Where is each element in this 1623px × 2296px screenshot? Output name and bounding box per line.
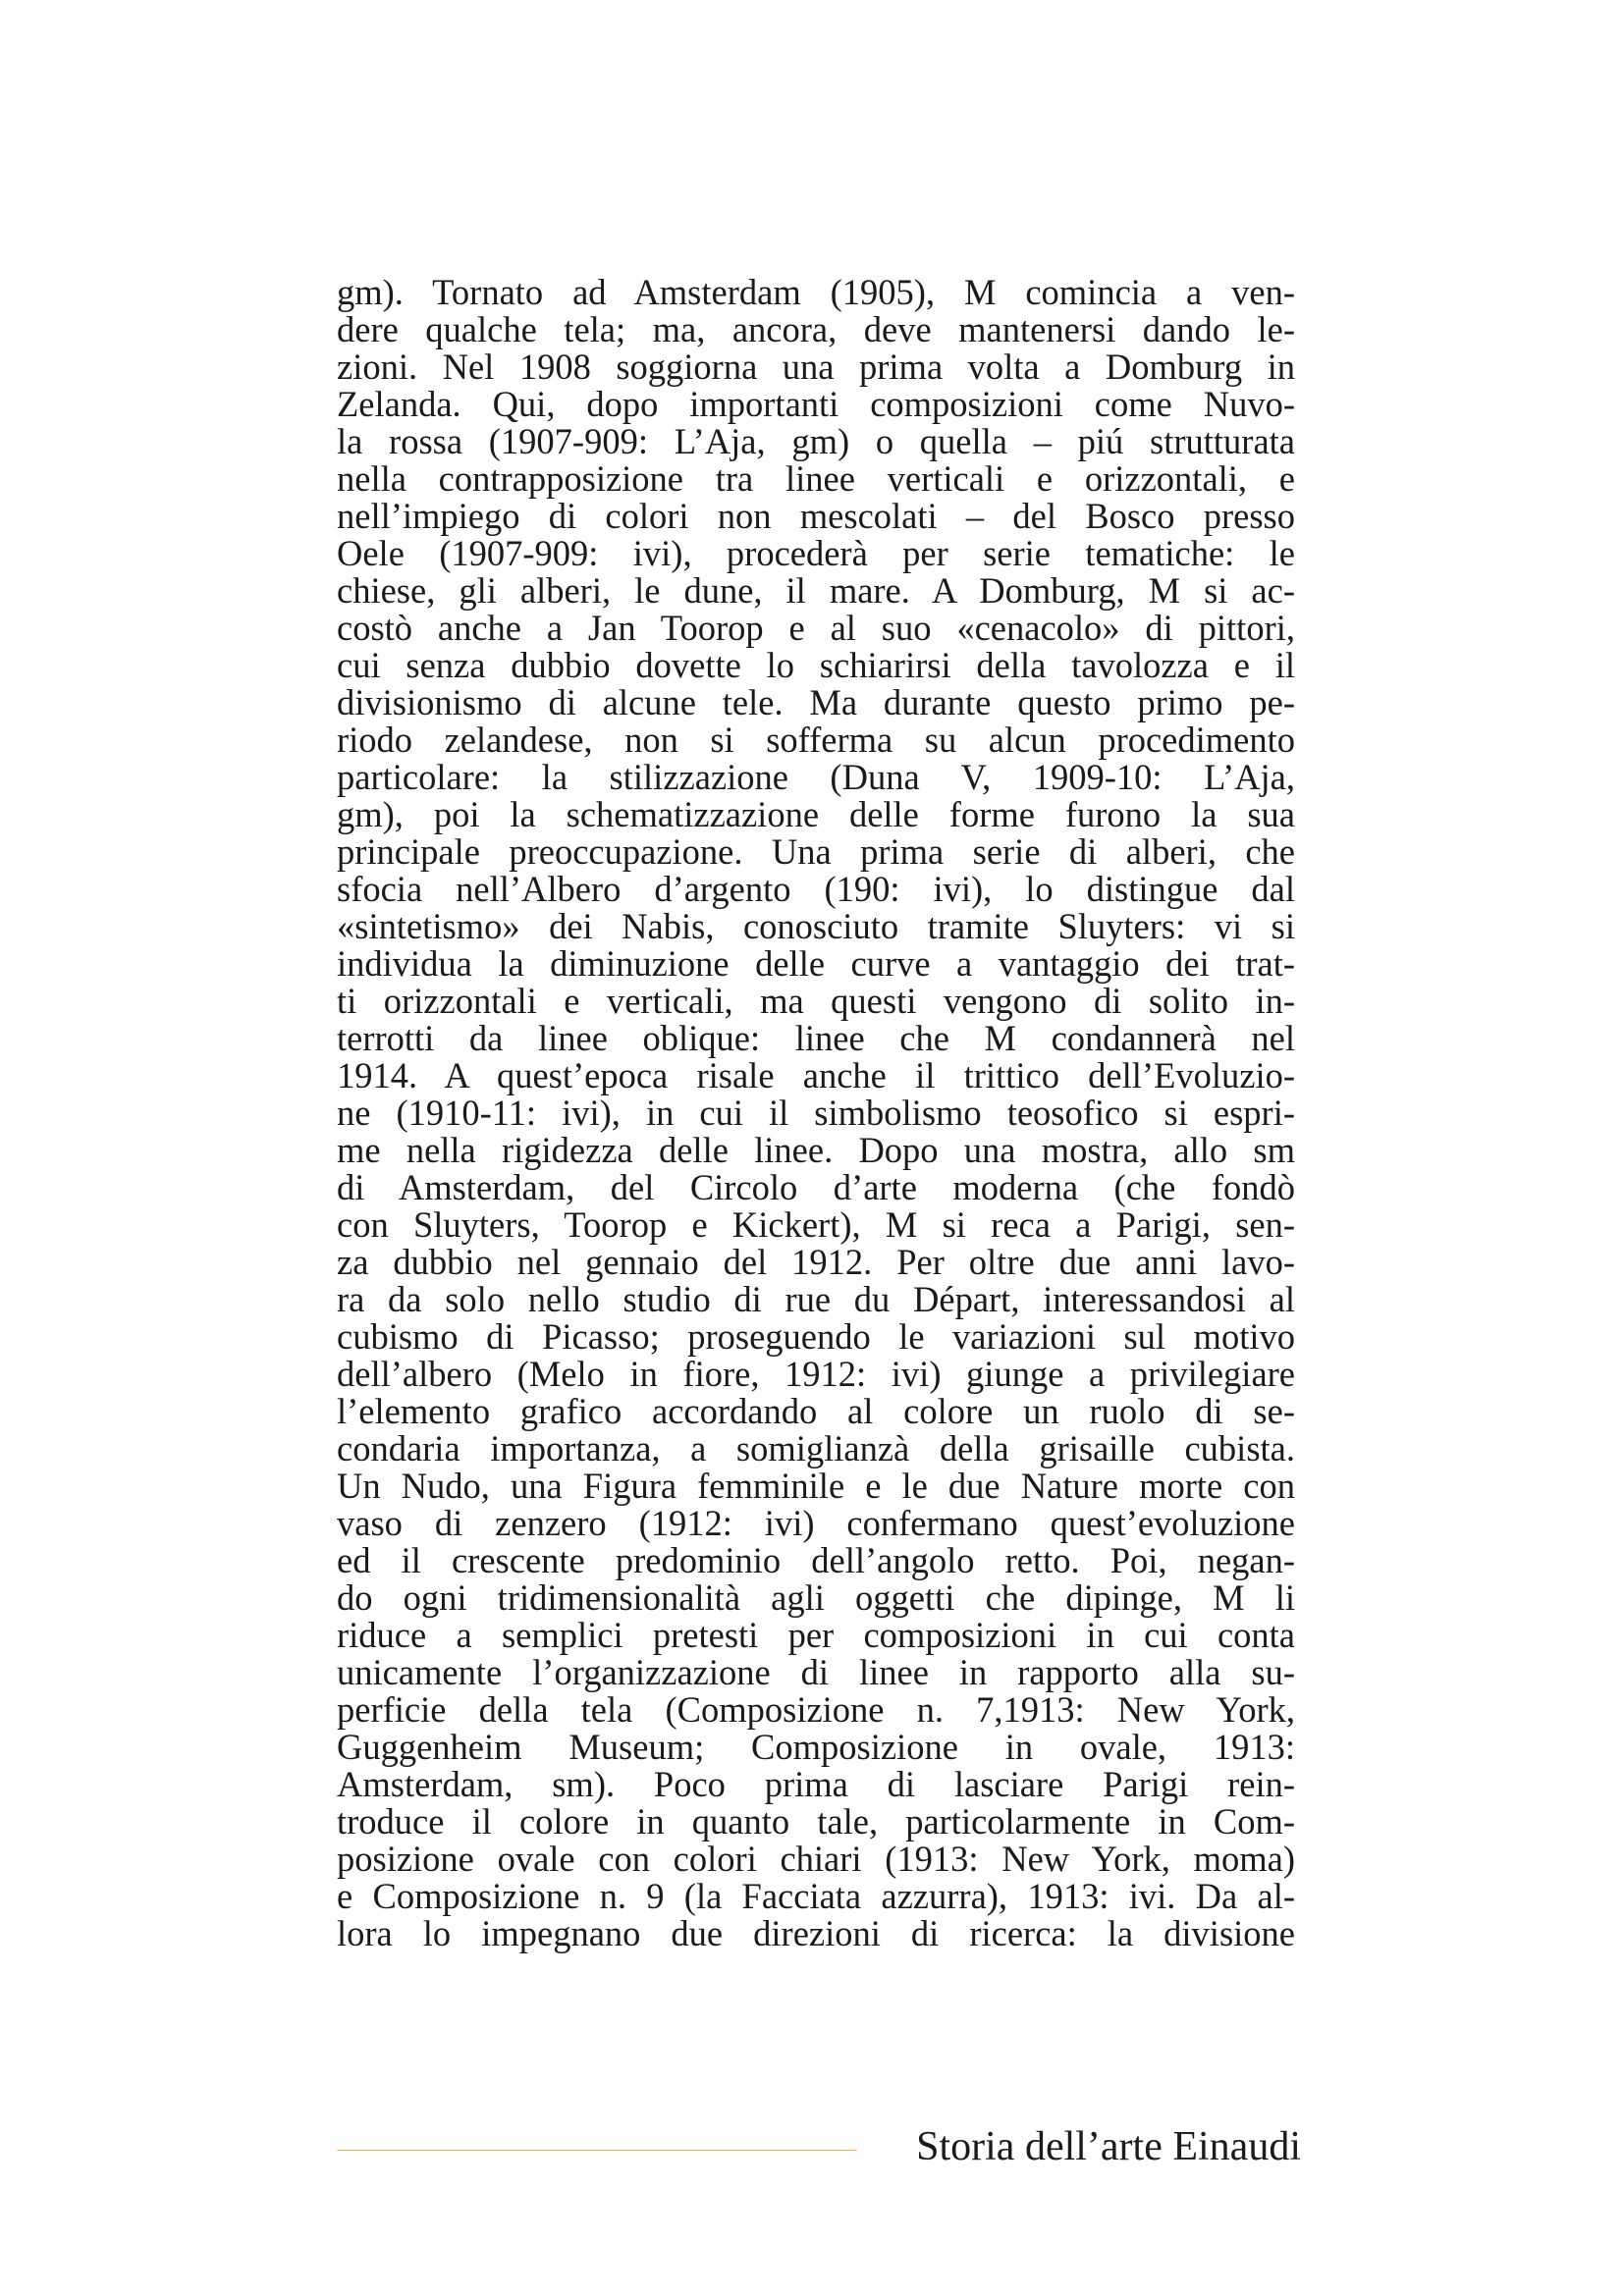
text-line: ed il crescente predominio dell’angolo retto. Poi, negan- bbox=[337, 1540, 1295, 1580]
text-line: l’elemento grafico accordando al colore un ruolo di se- bbox=[337, 1391, 1295, 1431]
text-line: e Composizione n. 9 (la Facciata azzurra), 1913: ivi. Da al- bbox=[337, 1876, 1295, 1916]
text-line: Amsterdam, sm). Poco prima di lasciare Parigi rein- bbox=[337, 1764, 1295, 1804]
text-line: Zelanda. Qui, dopo importanti composizioni come Nuvo- bbox=[337, 384, 1295, 424]
text-line: riodo zelandese, non si sofferma su alcun procedimento bbox=[337, 720, 1295, 760]
text-line: posizione ovale con colori chiari (1913: New York, moma) bbox=[337, 1839, 1295, 1879]
text-line: individua la diminuzione delle curve a vantaggio dei trat- bbox=[337, 943, 1295, 984]
text-line: ti orizzontali e verticali, ma questi vengono di solito in- bbox=[337, 981, 1295, 1021]
text-line: me nella rigidezza delle linee. Dopo una mostra, allo sm bbox=[337, 1130, 1295, 1170]
text-line: gm). Tornato ad Amsterdam (1905), M comincia a ven- bbox=[337, 272, 1295, 312]
footer-title: Storia dell’arte Einaudi bbox=[916, 2124, 1301, 2169]
text-line: do ogni tridimensionalità agli oggetti che dipinge, M li bbox=[337, 1577, 1295, 1618]
text-line: nell’impiego di colori non mescolati – del Bosco presso bbox=[337, 496, 1295, 536]
text-line: la rossa (1907-909: L’Aja, gm) o quella – piú strutturata bbox=[337, 421, 1295, 461]
text-line: cubismo di Picasso; proseguendo le variazioni sul motivo bbox=[337, 1316, 1295, 1357]
text-line: perficie della tela (Composizione n. 7,1913: New York, bbox=[337, 1689, 1295, 1730]
text-line: dere qualche tela; ma, ancora, deve mantenersi dando le- bbox=[337, 309, 1295, 349]
footer-divider bbox=[337, 2150, 857, 2151]
text-line: Oele (1907-909: ivi), procederà per serie tematiche: le bbox=[337, 533, 1295, 573]
text-line: cui senza dubbio dovette lo schiarirsi della tavolozza e il bbox=[337, 645, 1295, 685]
text-line: ra da solo nello studio di rue du Départ, interessandosi al bbox=[337, 1279, 1295, 1319]
text-line: con Sluyters, Toorop e Kickert), M si reca a Parigi, sen- bbox=[337, 1204, 1295, 1245]
text-line: «sintetismo» dei Nabis, conosciuto tramite Sluyters: vi si bbox=[337, 906, 1295, 946]
text-line: sfocia nell’Albero d’argento (190: ivi), lo distingue dal bbox=[337, 869, 1295, 909]
text-line: di Amsterdam, del Circolo d’arte moderna (che fondò bbox=[337, 1167, 1295, 1207]
text-line: Guggenheim Museum; Composizione in ovale, 1913: bbox=[337, 1727, 1295, 1767]
text-line: principale preoccupazione. Una prima serie di alberi, che bbox=[337, 831, 1295, 872]
text-line: nella contrapposizione tra linee verticali e orizzontali, e bbox=[337, 458, 1295, 499]
text-line: Un Nudo, una Figura femminile e le due Nature morte con bbox=[337, 1466, 1295, 1506]
text-line: unicamente l’organizzazione di linee in rapporto alla su- bbox=[337, 1652, 1295, 1692]
text-line: troduce il colore in quanto tale, particolarmente in Com- bbox=[337, 1801, 1295, 1842]
text-line: ne (1910-11: ivi), in cui il simbolismo teosofico si espri- bbox=[337, 1093, 1295, 1133]
text-line: gm), poi la schematizzazione delle forme furono la sua bbox=[337, 794, 1295, 834]
text-line: chiese, gli alberi, le dune, il mare. A Domburg, M si ac- bbox=[337, 570, 1295, 611]
text-line: vaso di zenzero (1912: ivi) confermano quest’evoluzione bbox=[337, 1503, 1295, 1543]
text-line: condaria importanza, a somiglianzà della grisaille cubista. bbox=[337, 1428, 1295, 1468]
text-line: riduce a semplici pretesti per composizioni in cui conta bbox=[337, 1615, 1295, 1655]
text-line: za dubbio nel gennaio del 1912. Per oltre due anni lavo- bbox=[337, 1242, 1295, 1282]
text-line: dell’albero (Melo in fiore, 1912: ivi) giunge a privilegiare bbox=[337, 1354, 1295, 1394]
text-line: divisionismo di alcune tele. Ma durante questo primo pe- bbox=[337, 682, 1295, 722]
text-line: lora lo impegnano due direzioni di ricerca: la divisione bbox=[337, 1913, 1295, 1953]
text-line: particolare: la stilizzazione (Duna V, 1909-10: L’Aja, bbox=[337, 757, 1295, 797]
text-line: zioni. Nel 1908 soggiorna una prima volta a Domburg in bbox=[337, 347, 1295, 387]
text-line: terrotti da linee oblique: linee che M condannerà nel bbox=[337, 1018, 1295, 1058]
text-line: costò anche a Jan Toorop e al suo «cenacolo» di pittori, bbox=[337, 608, 1295, 648]
text-line: 1914. A quest’epoca risale anche il trittico dell’Evoluzio- bbox=[337, 1055, 1295, 1095]
